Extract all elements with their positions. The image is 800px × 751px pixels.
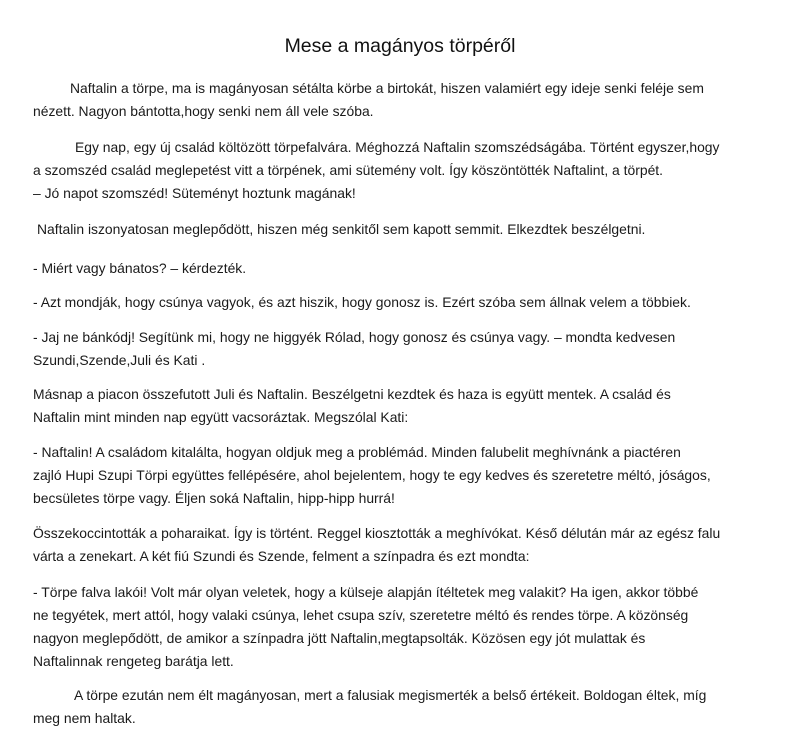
paragraph-line: - Törpe falva lakói! Volt már olyan veletek, hogy a külseje alapján ítéltetek meg valakit? Ha igen, akkor többé bbox=[33, 584, 699, 600]
paragraph bbox=[33, 291, 765, 314]
paragraph-line: a szomszéd család meglepetést vitt a törpének, ami sütemény volt. Így köszöntötték Naftalint, a törpét. bbox=[33, 162, 664, 178]
paragraph-line: Naftalin iszonyatosan meglepődött, hiszen még senkitől sem kapott semmit. Elkezdtek beszélgetni. bbox=[37, 221, 646, 237]
paragraph-line: becsületes törpe vagy. Éljen soká Naftalin, hipp-hipp hurrá! bbox=[33, 490, 395, 506]
paragraph-line: ne tegyétek, mert attól, hogy valaki csúnya, lehet csupa szív, szeretetre méltó és rendes törpe. A közönség bbox=[33, 607, 689, 623]
paragraph-line: Szundi,Szende,Juli és Kati . bbox=[33, 352, 206, 368]
paragraph-line: - Azt mondják, hogy csúnya vagyok, és azt hiszik, hogy gonosz is. Ezért szóba sem állnak velem a többiek. bbox=[33, 294, 691, 310]
paragraph-line: Naftalin a törpe, ma is magányosan sétálta körbe a birtokát, hiszen valamiért egy ideje senki feléje sem bbox=[70, 80, 704, 96]
paragraph bbox=[33, 581, 765, 673]
paragraph-line: Összekoccintották a poharaikat. Így is történt. Reggel kiosztották a meghívókat. Késő délután már az egész falu bbox=[33, 525, 721, 541]
paragraph bbox=[33, 218, 765, 241]
paragraph bbox=[33, 136, 765, 205]
paragraph-line: nézett. Nagyon bántotta,hogy senki nem áll vele szóba. bbox=[33, 103, 374, 119]
paragraph bbox=[33, 522, 765, 568]
paragraph-line: várta a zenekart. A két fiú Szundi és Szende, felment a színpadra és ezt mondta: bbox=[33, 548, 530, 564]
paragraph-line: meg nem haltak. bbox=[33, 710, 136, 726]
paragraph bbox=[33, 77, 765, 123]
paragraph bbox=[33, 383, 765, 429]
paragraph bbox=[33, 684, 765, 730]
paragraph-line: - Jaj ne bánkódj! Segítünk mi, hogy ne higgyék Rólad, hogy gonosz és csúnya vagy. – mondta kedvesen bbox=[33, 329, 676, 345]
paragraph-line: – Jó napot szomszéd! Süteményt hoztunk magának! bbox=[33, 185, 356, 201]
document-title: Mese a magányos törpéről bbox=[284, 35, 516, 57]
paragraph-line: A törpe ezután nem élt magányosan, mert a falusiak megismerték a belső értékeit. Boldogan éltek, míg bbox=[74, 687, 707, 703]
paragraph bbox=[33, 326, 765, 372]
paragraph-line: Másnap a piacon összefutott Juli és Naftalin. Beszélgetni kezdtek és haza is együtt mentek. A család és bbox=[33, 386, 671, 402]
paragraph-line: - Miért vagy bánatos? – kérdezték. bbox=[33, 260, 247, 276]
paragraph-line: zajló Hupi Szupi Törpi együttes fellépésére, ahol bejelentem, hogy te egy kedves és szeretetre méltó, jóságos, bbox=[33, 467, 711, 483]
paragraph-line: Egy nap, egy új család költözött törpefalvára. Méghozzá Naftalin szomszédságába. Történt egyszer,hogy bbox=[75, 139, 720, 155]
paragraph bbox=[33, 441, 765, 510]
paragraph-line: Naftalinnak rengeteg barátja lett. bbox=[33, 653, 234, 669]
paragraph-line: - Naftalin! A családom kitalálta, hogyan oldjuk meg a problémád. Minden falubelit meghívnánk a piactéren bbox=[33, 444, 681, 460]
paragraph-line: nagyon meglepődött, de amikor a színpadra jött Naftalin,megtapsolták. Közösen egy jót mulattak és bbox=[33, 630, 646, 646]
paragraph bbox=[33, 257, 765, 280]
paragraph-line: Naftalin mint minden nap együtt vacsoráztak. Megszólal Kati: bbox=[33, 409, 409, 425]
